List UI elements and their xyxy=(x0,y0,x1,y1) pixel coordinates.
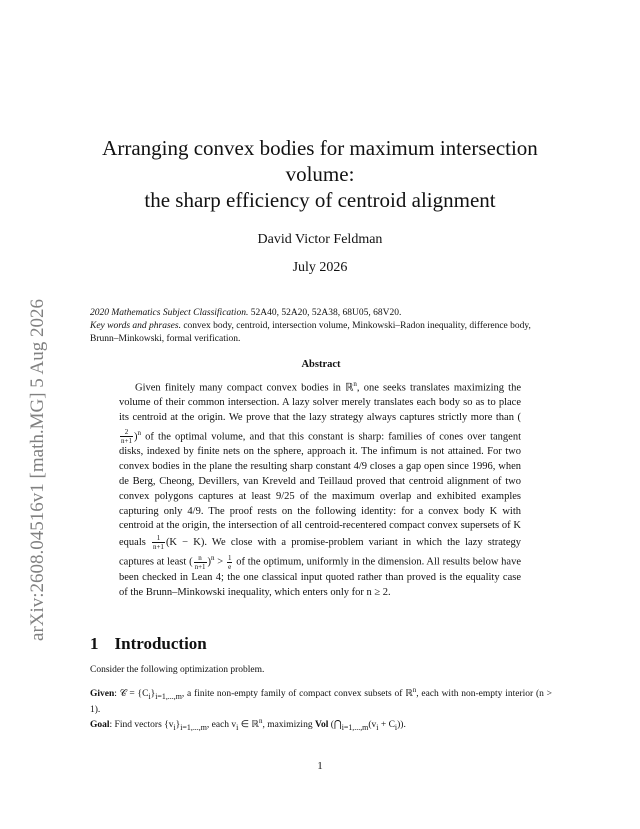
given-statement: Given: 𝒞 = $\{C_i\}_{i=1,...,m}$, a finite non-empty family of compact convex subsets of ℝ$^n$, each with non-empty interior (n > 1). xyxy=(90,686,552,715)
abstract-text: of the optimum, uniformly in the dimension. All results below have been checked in Lean 4; the one classical input quoted rather than proved is the equality case of the Brunn–Minkowski inequality, which enters only for n ≥ 2. xyxy=(119,556,522,598)
arxiv-identifier-stamp xyxy=(18,250,58,690)
paper-title xyxy=(70,135,570,213)
goal-label: Goal xyxy=(90,720,110,731)
title-line: Arranging convex bodies for maximum intersection xyxy=(102,136,538,160)
author-name: David Victor Feldman xyxy=(257,232,383,247)
abstract-text: , one seeks translates maximizing the volume of their common intersection. A lazy solver merely translates each body so as to place its centroid at the origin. We prove that the lazy strategy always captures strictly more than ( xyxy=(119,382,521,424)
fraction-2-over-n-plus-1: $\frac{2}{n+1}$ xyxy=(121,428,132,446)
paper-date: July 2026 xyxy=(292,260,348,275)
section-number: 1 xyxy=(90,634,99,653)
abstract-superscript: n xyxy=(353,380,357,388)
fraction-1-over-e: $\frac{1}{e}$ xyxy=(227,553,232,571)
abstract-text: (K − K). We close with a promise-problem variant in which the lazy strategy captures at least ( xyxy=(119,537,521,568)
keywords-value: convex body, centroid, intersection volume, Minkowski–Radon inequality, difference body, Brunn–Minkowski, formal verification. xyxy=(90,321,531,344)
vol-operator: Vol xyxy=(314,720,329,731)
arxiv-identifier: arXiv:2608.04516v1 [math.MG] 5 Aug 2026 xyxy=(27,299,49,641)
abstract-text: of the optimal volume, and that this constant is sharp: families of cones over tangent disks, indexed by finite nets on the sphere, approach it. The infimum is not attained. For two convex bodies in the plane the resulting sharp constant 4/9 closes a gap open since 1996, when de Berg, Cheong, Devillers, van Kreveld and Teillaud proved that centroid alignment of two convex polygons captures at least 9/25 of the maximum overlap and exhibited examples capturing only 4/9. The proof rests on the following identity: for a convex body K with centroid at the origin, the intersection of all centroid-recentered compact convex supersets of K equals xyxy=(119,431,521,549)
title-line: the sharp efficiency of centroid alignment xyxy=(144,188,496,212)
title-line: volume: xyxy=(285,162,355,186)
msc-label: 2020 Mathematics Subject Classification. xyxy=(90,308,249,318)
abstract-body xyxy=(119,377,521,600)
abstract-superscript: n xyxy=(137,428,141,437)
intro-paragraph: Consider the following optimization problem. xyxy=(90,665,265,675)
keywords-label: Key words and phrases. xyxy=(90,321,181,331)
section-heading xyxy=(90,634,207,654)
abstract-text: ) xyxy=(207,556,212,568)
fraction-n-over-n-plus-1: $\frac{n}{n+1}$ xyxy=(194,553,206,571)
goal-statement: Goal: Find vectors $\{v_i\}_{i=1,...,m}$, each $v_i$ ∈ ℝ$^n$, maximizing Vol $(⋂_{i=1,...,m}(v_i + C_i))$. xyxy=(90,717,406,733)
page-number: 1 xyxy=(317,760,323,772)
msc-classification xyxy=(90,307,552,320)
abstract-superscript: n xyxy=(211,554,215,563)
fraction-1-over-n-plus-1: $\frac{1}{n+1}$ xyxy=(152,534,164,552)
abstract-text: > xyxy=(214,556,226,568)
abstract-heading: Abstract xyxy=(301,359,341,370)
msc-value: 52A40, 52A20, 52A38, 68U05, 68V20. xyxy=(250,308,402,318)
section-title: Introduction xyxy=(114,634,207,653)
keywords xyxy=(90,320,552,345)
abstract-text: ) xyxy=(133,431,138,443)
given-label: Given xyxy=(90,689,115,700)
abstract-text: Given finitely many compact convex bodies in ℝ xyxy=(135,382,354,394)
